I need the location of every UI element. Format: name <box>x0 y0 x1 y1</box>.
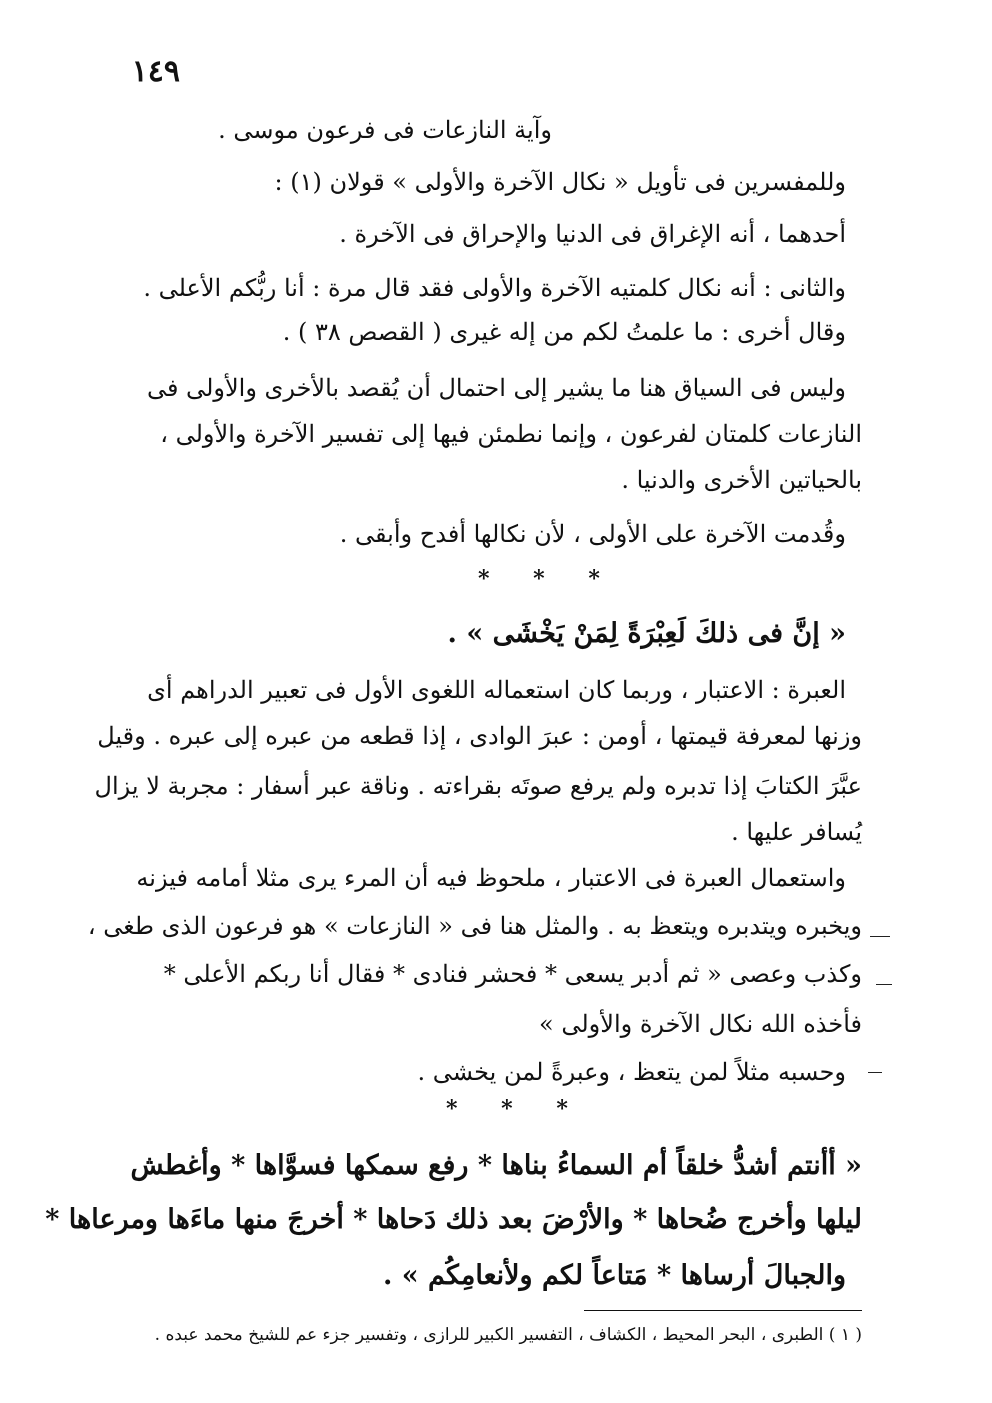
text-line: وآية النازعات فى فرعون موسى . <box>218 116 552 144</box>
page-number: ١٤٩ <box>131 54 180 89</box>
text-line: وقال أخرى : ما علمتُ لكم من إله غيرى ( القصص ٣٨ ) . <box>282 318 846 346</box>
text-line: وكذب وعصى « ثم أدبر يسعى * فحشر فنادى * فقال أنا ربكم الأعلى * <box>163 960 862 988</box>
quran-verse: ليلها وأخرج ضُحاها * والأرْضَ بعد ذلك دَحاها * أخرجَ منها ماءَها ومرعاها * <box>45 1204 862 1235</box>
section-separator: * * * <box>446 1096 586 1122</box>
text-line: وزنها لمعرفة قيمتها ، أومن : عبرَ الوادى ، إذا قطعه من عبره إلى عبره . وقيل <box>97 722 862 750</box>
text-line: ويخبره ويتدبره ويتعظ به . والمثل هنا فى « النازعات » هو فرعون الذى طغى ، <box>87 912 862 940</box>
text-line: والثانى : أنه نكال كلمتيه الآخرة والأولى فقد قال مرة : أنا ربُّكم الأعلى . <box>143 274 846 302</box>
text-line: بالحياتين الأخرى والدنيا . <box>621 466 862 494</box>
quran-verse: والجبالَ أرساها * مَتاعاً لكم ولأنعامِكُم » . <box>382 1260 846 1291</box>
footnote-rule <box>584 1310 862 1311</box>
section-separator: * * * <box>478 566 618 592</box>
margin-mark <box>868 1072 882 1073</box>
text-line: عبَّرَ الكتابَ إذا تدبره ولم يرفع صوتَه بقراءته . وناقة عبر أسفار : مجربة لا يزال <box>94 772 862 800</box>
quran-verse: « أأنتم أشدُّ خلقاً أم السماءُ بناها * رفع سمكها فسوَّاها * وأغطش <box>130 1150 862 1181</box>
text-line: فأخذه الله نكال الآخرة والأولى » <box>539 1010 862 1038</box>
text-line: أحدهما ، أنه الإغراق فى الدنيا والإحراق فى الآخرة . <box>339 220 846 248</box>
margin-mark <box>870 936 890 937</box>
text-line: واستعمال العبرة فى الاعتبار ، ملحوظ فيه أن المرء يرى مثلا أمامه فيزنه <box>136 864 846 892</box>
text-line: يُسافر عليها . <box>731 818 862 846</box>
footnote: ( ١ ) الطبرى ، البحر المحيط ، الكشاف ، التفسير الكبير للرازى ، وتفسير جزء عم للشيخ محمد عبده . <box>154 1325 862 1345</box>
text-line: وللمفسرين فى تأويل « نكال الآخرة والأولى » قولان (١) : <box>274 168 846 196</box>
text-line: النازعات كلمتان لفرعون ، وإنما نطمئن فيها إلى تفسير الآخرة والأولى ، <box>160 420 862 448</box>
margin-mark <box>876 984 892 985</box>
text-line: العبرة : الاعتبار ، وربما كان استعماله اللغوى الأول فى تعبير الدراهم أى <box>147 676 846 704</box>
text-line: وليس فى السياق هنا ما يشير إلى احتمال أن يُقصد بالأخرى والأولى فى <box>146 374 846 402</box>
text-line: وحسبه مثلاً لمن يتعظ ، وعبرةً لمن يخشى . <box>417 1058 846 1086</box>
quran-verse: « إنَّ فى ذلكَ لَعِبْرَةً لِمَنْ يَخْشَى » . <box>447 618 846 649</box>
text-line: وقُدمت الآخرة على الأولى ، لأن نكالها أفدح وأبقى . <box>339 520 846 548</box>
